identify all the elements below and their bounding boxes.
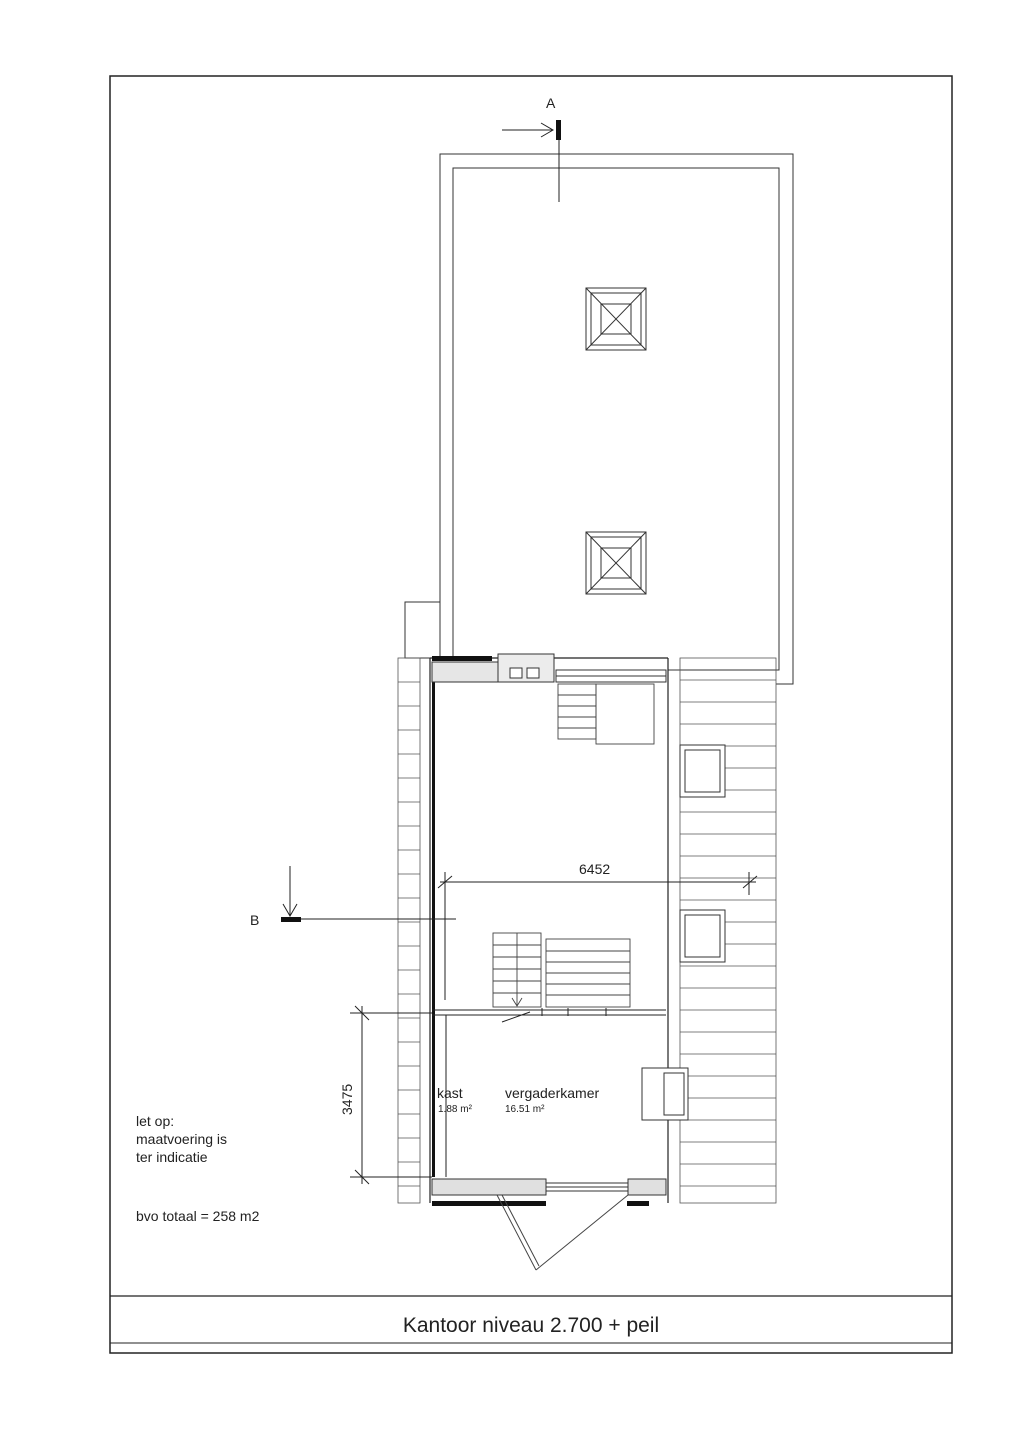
front-wall-left-dark-2 (432, 1201, 546, 1206)
stair-top (558, 684, 654, 744)
balcony-door-swing (497, 1195, 628, 1270)
room-name-vergaderkamer: vergaderkamer (505, 1085, 600, 1101)
building-walls (430, 658, 668, 1203)
room-area-vergaderkamer: 16.51 m² (505, 1104, 545, 1115)
dimension-note (136, 1112, 227, 1166)
window-right-2 (680, 910, 725, 962)
note-line-1: let op: (136, 1113, 175, 1129)
roof-terrace (405, 154, 793, 684)
total-area-note: bvo totaal = 258 m2 (136, 1208, 260, 1224)
drawing-title: Kantoor niveau 2.700 + peil (402, 1314, 660, 1337)
stair-middle (493, 933, 630, 1007)
window-right-3 (642, 1068, 688, 1120)
width-dimension-label: 6452 (579, 861, 611, 877)
room-area-kast: 1.88 m² (438, 1104, 472, 1115)
front-wall-right-dark (627, 1201, 649, 1206)
section-label-b: B (250, 912, 260, 928)
section-marker-a (502, 120, 561, 202)
roof-light-2 (586, 532, 646, 594)
room-name-kast: kast (437, 1085, 463, 1101)
roof-light-1 (586, 288, 646, 350)
partition-wall (432, 1008, 666, 1022)
height-dimension-label: 3475 (339, 1083, 355, 1115)
front-wall-left-dark (432, 656, 492, 661)
window-right-1 (680, 745, 725, 797)
sheet-border (110, 76, 952, 1353)
note-line-3: ter indicatie (136, 1149, 208, 1165)
inner-wall-left-dark (432, 682, 435, 1177)
front-wall (432, 1179, 666, 1195)
section-label-a: A (546, 95, 556, 111)
left-wall-hatch (398, 658, 420, 1203)
note-line-2: maatvoering is (136, 1131, 228, 1147)
